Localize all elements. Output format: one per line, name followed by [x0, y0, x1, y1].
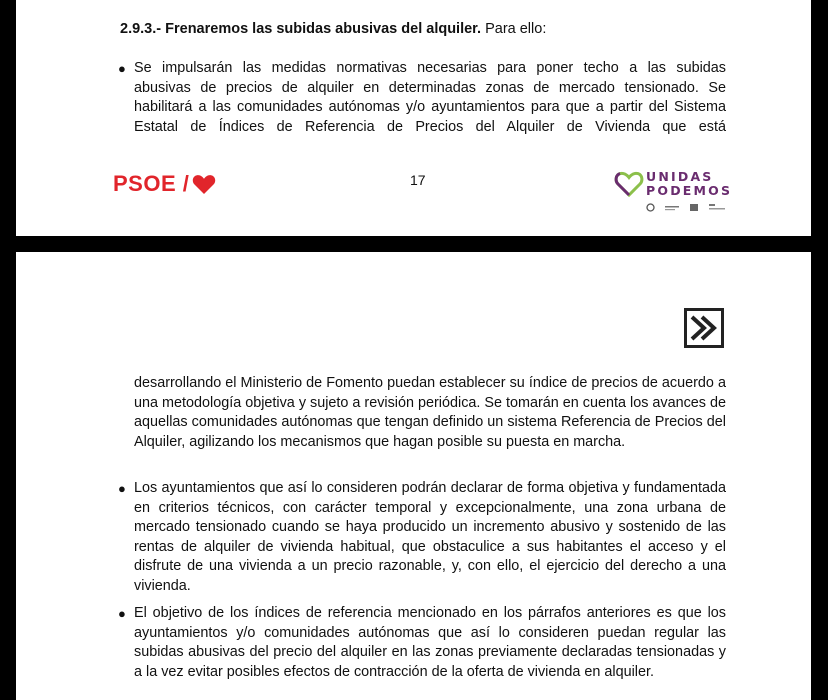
bullet-icon: ● [118, 606, 126, 621]
sub-logos [646, 203, 725, 212]
logo-line1: UNIDAS [646, 169, 714, 184]
small-logo-icon [665, 205, 679, 211]
bullet-icon: ● [118, 61, 126, 76]
paragraph: desarrollando el Ministerio de Fomento puedan establecer su índice de precios de acuerdo a una metodología objetiva y sujeto a revisión periódica. Se tomarán en cuenta los avances de aquellas comunidades autónomas que tengan definido un sistema Referencia de Precios del Alquiler, agilizando los mecanismos que hagan posible su puesta en marcha. [134, 375, 726, 450]
logo-wordmark [646, 170, 732, 198]
page-number: 17 [410, 172, 426, 188]
circle-logo-icon [646, 203, 655, 212]
bullet-line: Estatal de Índices de Referencia de Precios del Alquiler de Vivienda que está [134, 118, 726, 135]
psoe-logo [113, 171, 216, 197]
paragraph: El objetivo de los índices de referencia mencionado en los párrafos anteriores es que los ayuntamientos y/o comunidades autónomas que así lo consideren puedan regular las subidas abusivas del precio del alquiler en las zonas previamente declaradas tensionadas y a la vez evitar posibles efectos de contracción de la oferta de vivienda en alquiler. [134, 605, 726, 680]
document-page-18 [16, 252, 811, 700]
small-logo-icon [709, 204, 725, 211]
logo-line2: PODEMOS [646, 183, 733, 198]
section-title: 2.9.3.- Frenaremos las subidas abusivas del alquiler. [120, 21, 482, 37]
list-item [118, 479, 726, 597]
psoe-logo-text: PSOE / [113, 171, 190, 196]
list-item [118, 59, 726, 137]
bullet-icon: ● [118, 481, 126, 496]
bullet-line: Se impulsarán las medidas normativas necesarias para poner techo a las subidas [134, 60, 726, 76]
section-heading [120, 20, 546, 38]
unidas-podemos-logo [614, 169, 733, 216]
list-item [118, 604, 726, 682]
section-intro: Para ello: [481, 21, 547, 37]
document-page-17 [16, 0, 811, 236]
double-chevron-right-icon[interactable] [684, 308, 724, 348]
heart-outline-icon [614, 170, 644, 198]
heart-icon [192, 174, 216, 195]
bullet-line: abusivas de precios de alquiler en determinadas zonas de mercado tensionado. Se [134, 79, 726, 96]
list-item-continuation [134, 374, 726, 452]
bullet-line: habilitará a las comunidades autónomas y/o ayuntamientos para que a partir del Sistema [134, 99, 726, 116]
small-logo-icon [689, 203, 699, 212]
paragraph: Los ayuntamientos que así lo consideren podrán declarar de forma objetiva y fundamentada en criterios técnicos, con carácter temporal y excepcionalmente, una zona urbana de mercado tensionado cuando se haya producido un incremento abusivo y sostenido de las rentas de alquiler de vivienda habitual, que obstaculice a sus habitantes el acceso y el disfrute de una vivienda a un precio razonable, y, con ello, el ejercicio del derecho a una vivienda. [134, 480, 726, 594]
